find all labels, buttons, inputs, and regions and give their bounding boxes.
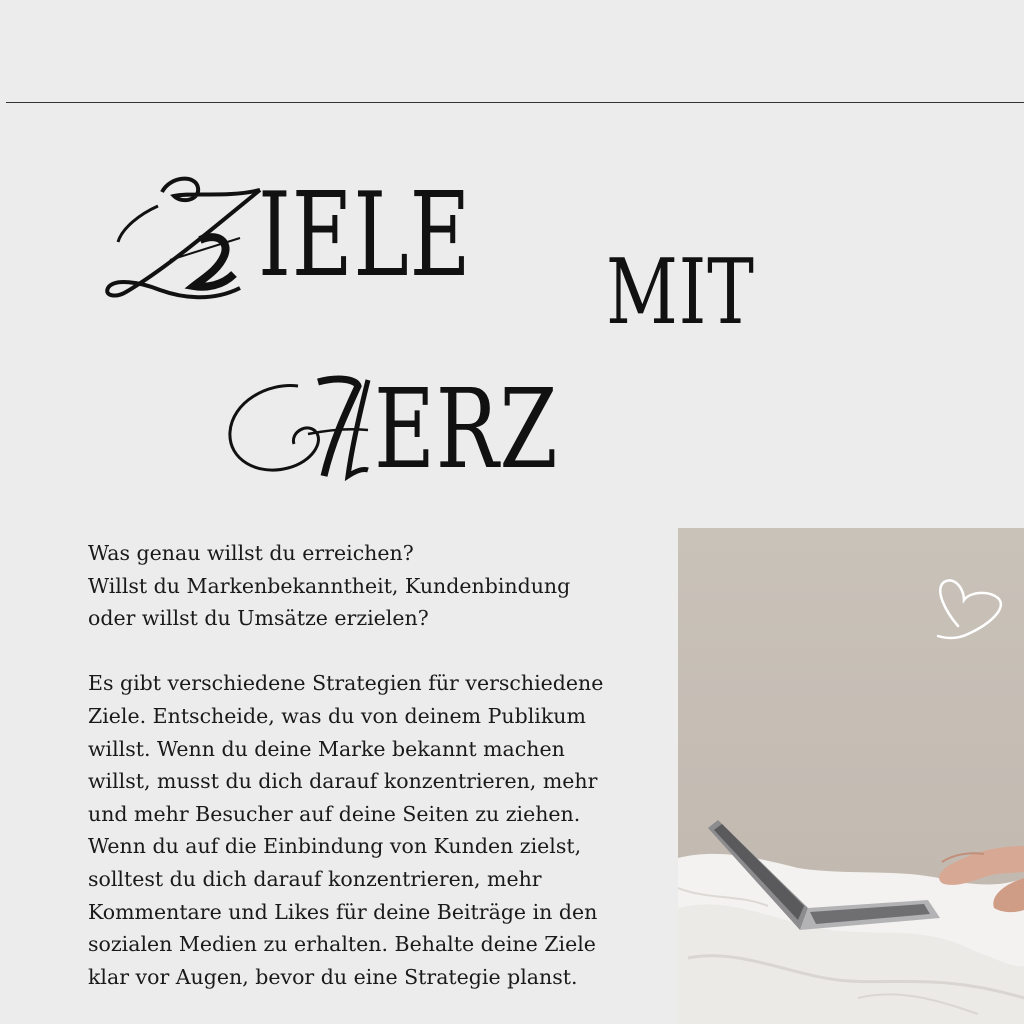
body-text (88, 537, 658, 993)
body-line: und mehr Besucher auf deine Seiten zu ziehen. (88, 801, 581, 826)
strategy-paragraph (88, 667, 658, 993)
intro-line: oder willst du Umsätze erzielen? (88, 606, 429, 631)
script-initial-z (100, 170, 270, 310)
headline-ziele-rest: IELE (258, 168, 472, 303)
headline-word-mit: MIT (606, 240, 755, 345)
laptop-in-bed-photo (678, 528, 1024, 1024)
headline-word-ziele (100, 170, 530, 310)
body-line: Kommentare und Likes für deine Beiträge in den (88, 899, 598, 924)
body-line: Ziele. Entscheide, was du von deinem Publikum (88, 703, 586, 728)
intro-line: Was genau willst du erreichen? (88, 541, 414, 565)
body-line: Es gibt verschiedene Strategien für verschiedene (88, 671, 604, 696)
body-line: willst, musst du dich darauf konzentrieren, mehr (88, 769, 598, 794)
body-line: solltest du dich darauf konzentrieren, mehr (88, 866, 542, 891)
headline-herz-rest: ERZ (374, 365, 559, 493)
intro-paragraph (88, 537, 658, 635)
body-line: Wenn du auf die Einbindung von Kunden zielst, (88, 834, 582, 859)
heart-outline-icon (938, 580, 1001, 638)
intro-line: Willst du Markenbekanntheit, Kundenbindung (88, 573, 571, 598)
script-initial-h (228, 372, 388, 492)
body-line: klar vor Augen, bevor du eine Strategie planst. (88, 964, 578, 989)
body-line: sozialen Medien zu erhalten. Behalte deine Ziele (88, 932, 596, 957)
headline-word-herz (228, 365, 658, 493)
body-line: willst. Wenn du deine Marke bekannt machen (88, 736, 565, 761)
